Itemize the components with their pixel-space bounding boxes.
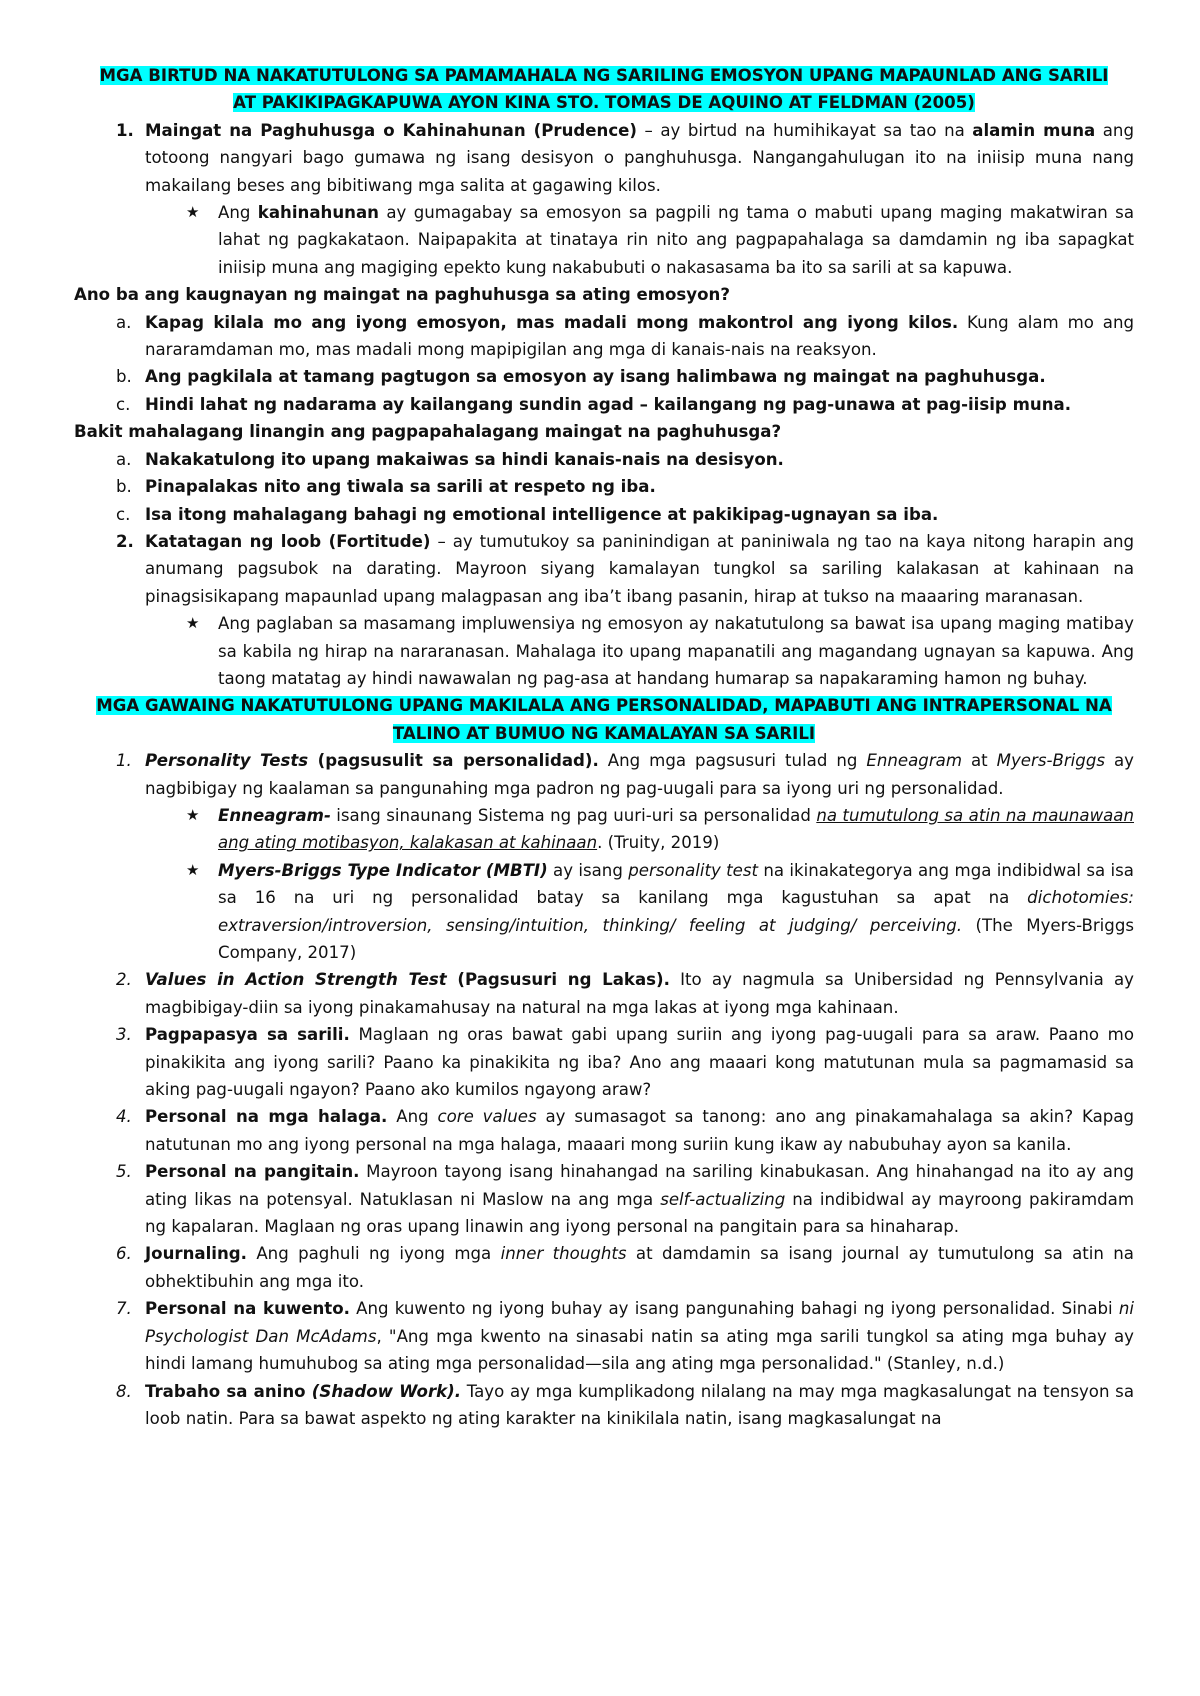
activity-item-journaling bbox=[74, 1240, 1134, 1295]
item-heading-italic: Personality Tests bbox=[145, 751, 309, 771]
item-number: 1. bbox=[116, 751, 132, 771]
item-number: 5. bbox=[116, 1162, 132, 1182]
bullet-text: ay isang bbox=[547, 860, 629, 880]
item-heading: Trabaho sa anino bbox=[145, 1381, 312, 1401]
item-text: at damdamin sa isang journal ay tumutulong sa atin na obhektibuhin ang mga ito. bbox=[145, 1244, 1134, 1291]
star-bullet-icon: ★ bbox=[186, 860, 200, 879]
item-heading: Journaling. bbox=[145, 1244, 247, 1264]
answer-letter: a. bbox=[116, 312, 132, 332]
section-2-title bbox=[74, 692, 1134, 747]
item-text: Ito ay nagmula sa Unibersidad ng Pennsylvania ay magbibigay-diin sa iyong pinakamahusay na natural na mga lakas at iyong mga kahinaan. bbox=[145, 970, 1134, 1017]
item-number: 3. bbox=[116, 1025, 132, 1045]
virtue-item-fortitude bbox=[74, 528, 1134, 610]
item-heading: Katatagan ng loob (Fortitude) bbox=[145, 531, 431, 551]
answer-bold: Hindi lahat ng nadarama ay kailangang sundin agad – kailangang ng pag-unawa at pag-iisip muna. bbox=[145, 394, 1072, 414]
item-text: – ay birtud na humihikayat sa tao na bbox=[637, 120, 973, 140]
item-text: Maglaan ng oras bawat gabi upang suriin ang iyong pag-uugali para sa araw. Paano mo pinakikita ang iyong sarili? Paano ka pinakikita ng iba? Ano ang maaari kong matutunan mula sa pagmamasid sa aking pag-uugali ngayon? Paano ako kumilos ngayong araw? bbox=[145, 1025, 1135, 1100]
answer-bold: Pinapalakas nito ang tiwala sa sarili at respeto ng iba. bbox=[145, 477, 656, 497]
answer-letter: c. bbox=[116, 504, 131, 524]
bullet-underlined: na tumutulong sa atin na maunawaan ang ating motibasyon, kalakasan at kahinaan bbox=[218, 805, 1134, 853]
item-italic: Myers-Briggs bbox=[996, 751, 1106, 771]
item-heading: Personal na kuwento. bbox=[145, 1299, 350, 1319]
question-answer bbox=[74, 363, 1134, 390]
question-answer bbox=[74, 391, 1134, 418]
item-italic: inner thoughts bbox=[500, 1244, 627, 1264]
bullet-text: na ikinakategorya ang mga indibidwal sa isa sa 16 na uri ng personalidad batay sa kanilang mga kagustuhan sa apat na bbox=[218, 860, 1134, 908]
activity-item-shadow-work bbox=[74, 1378, 1134, 1433]
item-number: 8. bbox=[116, 1381, 132, 1401]
answer-letter: b. bbox=[116, 367, 132, 387]
answer-bold: Nakakatulong ito upang makaiwas sa hindi kanais-nais na desisyon. bbox=[145, 449, 784, 469]
answer-text: Kung alam mo ang nararamdaman mo, mas madali mong mapipigilan ang mga di kanais-nais na reaksyon. bbox=[145, 312, 1134, 360]
item-number: 4. bbox=[116, 1107, 132, 1127]
question-heading: Bakit mahalagang linangin ang pagpapahalagang maingat na paghuhusga? bbox=[74, 422, 782, 442]
item-heading: (pagsusulit sa personalidad). bbox=[308, 751, 599, 771]
activity-item-via-strength-test bbox=[74, 966, 1134, 1021]
activity-item-personal-story bbox=[74, 1295, 1134, 1377]
bullet-point bbox=[74, 199, 1134, 281]
activity-item-personal-values bbox=[74, 1103, 1134, 1158]
item-text: Tayo ay mga kumplikadong nilalang na may mga magkasalungat na tensyon sa loob natin. Para sa bawat aspekto ng ating karakter na kinikilala natin, isang magkasalungat na bbox=[145, 1381, 1134, 1428]
answer-letter: a. bbox=[116, 449, 132, 469]
item-number: 6. bbox=[116, 1244, 132, 1264]
item-italic: ni Psychologist Dan McAdams bbox=[145, 1299, 1134, 1346]
section-1-title bbox=[74, 62, 1134, 117]
question-answer bbox=[74, 309, 1134, 364]
bullet-heading: Myers-Briggs Type Indicator (MBTI) bbox=[218, 860, 548, 880]
section-2-title-line-1: MGA GAWAING NAKATUTULONG UPANG MAKILALA ANG PERSONALIDAD, MAPABUTI ANG INTRAPERSONAL NA bbox=[96, 696, 1112, 716]
star-bullet-icon: ★ bbox=[186, 203, 200, 222]
bullet-point-mbti bbox=[74, 857, 1134, 967]
star-bullet-icon: ★ bbox=[186, 614, 200, 633]
item-text: ay sumasagot sa tanong: ano ang pinakamahalaga sa akin? Kapag natutunan mo ang iyong personal na mga halaga, maaari mong suriin kung ikaw ay nabubuhay ayon sa kanila. bbox=[145, 1107, 1134, 1154]
activity-item-personal-vision bbox=[74, 1158, 1134, 1240]
bullet-point-enneagram bbox=[74, 802, 1134, 857]
item-text: Ang bbox=[387, 1107, 438, 1127]
item-heading: Personal na pangitain. bbox=[145, 1162, 360, 1182]
item-text: – ay tumutukoy sa paninindigan at paniniwala ng tao na kaya nitong harapin ang anumang pagsubok na darating. Mayroon siyang kamalayan tungkol sa sariling kalakasan at kahinaan na pinagsisikapang mapaunlad upang malagpasan ang iba’t ibang pasanin, hirap at tukso na maaaring maranasan. bbox=[145, 531, 1135, 606]
bullet-point bbox=[74, 610, 1134, 692]
question-heading: Ano ba ang kaugnayan ng maingat na paghuhusga sa ating emosyon? bbox=[74, 285, 730, 305]
answer-letter: b. bbox=[116, 477, 132, 497]
item-heading-italic: (Shadow Work). bbox=[311, 1381, 462, 1401]
answer-bold: Kapag kilala mo ang iyong emosyon, mas madali mong makontrol ang iyong kilos. bbox=[145, 312, 959, 332]
item-text: , "Ang mga kwento na sinasabi natin sa ating mga sarili tungkol sa ating mga buhay ay hindi lamang humuhubog sa ating mga personalidad—sila ang ating mga personalidad." (Stanley, n.d.) bbox=[145, 1326, 1134, 1374]
item-emphasis: alamin muna bbox=[972, 120, 1096, 140]
item-text: ang totoong nangyari bago gumawa ng isang desisyon o panghuhusga. Nangangahulugan ito na iniisip muna nang makailang beses ang bibitiwang mga salita at gagawing kilos. bbox=[145, 120, 1134, 195]
item-text: Ang mga pagsusuri tulad ng bbox=[598, 751, 867, 771]
bullet-italic: dichotomies: extraversion/introversion, sensing/intuition, thinking/ feeling at judging/ perceiving. bbox=[218, 888, 1134, 935]
document-page bbox=[74, 62, 1134, 1432]
question-answer bbox=[74, 446, 1134, 473]
bullet-text: (The Myers-Briggs Company, 2017) bbox=[218, 915, 1135, 962]
section-1-title-line-1: MGA BIRTUD NA NAKATUTULONG SA PAMAMAHALA NG SARILING EMOSYON UPANG MAPAUNLAD ANG SARILI bbox=[99, 66, 1109, 85]
question-answer bbox=[74, 501, 1134, 528]
item-text: ay nagbibigay ng kaalaman sa pangunahing mga padron ng pag-uugali para sa iyong uri ng personalidad. bbox=[145, 751, 1134, 798]
section-1-title-line-2: AT PAKIKIPAGKAPUWA AYON KINA STO. TOMAS DE AQUINO AT FELDMAN (2005) bbox=[233, 93, 975, 113]
item-number: 1. bbox=[116, 120, 134, 140]
bullet-text: Ang paglaban sa masamang impluwensiya ng emosyon ay nakatutulong sa bawat isa upang maging matibay sa kabila ng hirap na nararanasan. Mahalaga ito upang mapanatili ang magandang ugnayan sa kapuwa. Ang taong matatag ay hindi nawawalan ng pag-asa at handang humarap sa napakaraming hamon ng buhay. bbox=[218, 614, 1134, 688]
item-number: 7. bbox=[116, 1299, 132, 1319]
activity-item-self-reflection bbox=[74, 1021, 1134, 1103]
item-text: Ang paghuli ng iyong mga bbox=[246, 1244, 501, 1264]
item-italic: Enneagram bbox=[866, 751, 962, 771]
answer-bold: Ang pagkilala at tamang pagtugon sa emosyon ay isang halimbawa ng maingat na paghuhusga. bbox=[145, 367, 1046, 387]
item-number: 2. bbox=[116, 531, 134, 551]
bullet-italic: personality test bbox=[628, 860, 759, 880]
item-heading-italic: Values in Action Strength Test bbox=[145, 970, 447, 990]
question-answer bbox=[74, 473, 1134, 500]
item-number: 2. bbox=[116, 970, 132, 990]
item-italic: core values bbox=[437, 1107, 537, 1127]
bullet-text: . (Truity, 2019) bbox=[597, 833, 720, 853]
bullet-text: Ang bbox=[218, 203, 258, 223]
answer-letter: c. bbox=[116, 394, 131, 414]
item-text: Mayroon tayong isang hinahangad na sariling kinabukasan. Ang hinahangad na ito ay ang ating likas na potensyal. Natuklasan ni Maslow na ang mga bbox=[145, 1162, 1135, 1209]
bullet-emphasis: kahinahunan bbox=[257, 203, 379, 223]
bullet-text: isang sinaunang Sistema ng pag uuri-uri sa personalidad bbox=[330, 805, 817, 825]
item-heading: Pagpapasya sa sarili. bbox=[145, 1025, 350, 1045]
bullet-text: ay gumagabay sa emosyon sa pagpili ng tama o mabuti upang maging makatwiran sa lahat ng pagkakataon. Naipapakita at tinataya rin nito ang pagpapahalaga sa damdamin ng iba sapagkat iniisip muna ang magiging epekto kung nakabubuti o nakasasama ba ito sa sarili at sa kapuwa. bbox=[218, 203, 1134, 277]
star-bullet-icon: ★ bbox=[186, 805, 200, 824]
item-text: na indibidwal ay mayroong pakiramdam ng kapalaran. Maglaan ng oras upang linawin ang iyong personal na pangitain para sa hinaharap. bbox=[145, 1189, 1134, 1237]
item-heading: Personal na mga halaga. bbox=[145, 1107, 388, 1127]
item-heading: Maingat na Paghuhusga o Kahinahunan (Prudence) bbox=[145, 120, 638, 140]
section-2-title-line-2: TALINO AT BUMUO NG KAMALAYAN SA SARILI bbox=[392, 723, 816, 743]
activity-item-personality-tests bbox=[74, 747, 1134, 802]
item-text: at bbox=[962, 751, 997, 771]
item-italic: self-actualizing bbox=[660, 1189, 786, 1209]
answer-bold: Isa itong mahalagang bahagi ng emotional intelligence at pakikipag-ugnayan sa iba. bbox=[145, 504, 939, 524]
item-text: Ang kuwento ng iyong buhay ay isang pangunahing bahagi ng iyong personalidad. Sinabi bbox=[349, 1299, 1119, 1319]
item-heading: (Pagsusuri ng Lakas). bbox=[446, 970, 670, 990]
bullet-heading: Enneagram- bbox=[218, 805, 331, 825]
virtue-item-prudence bbox=[74, 117, 1134, 199]
